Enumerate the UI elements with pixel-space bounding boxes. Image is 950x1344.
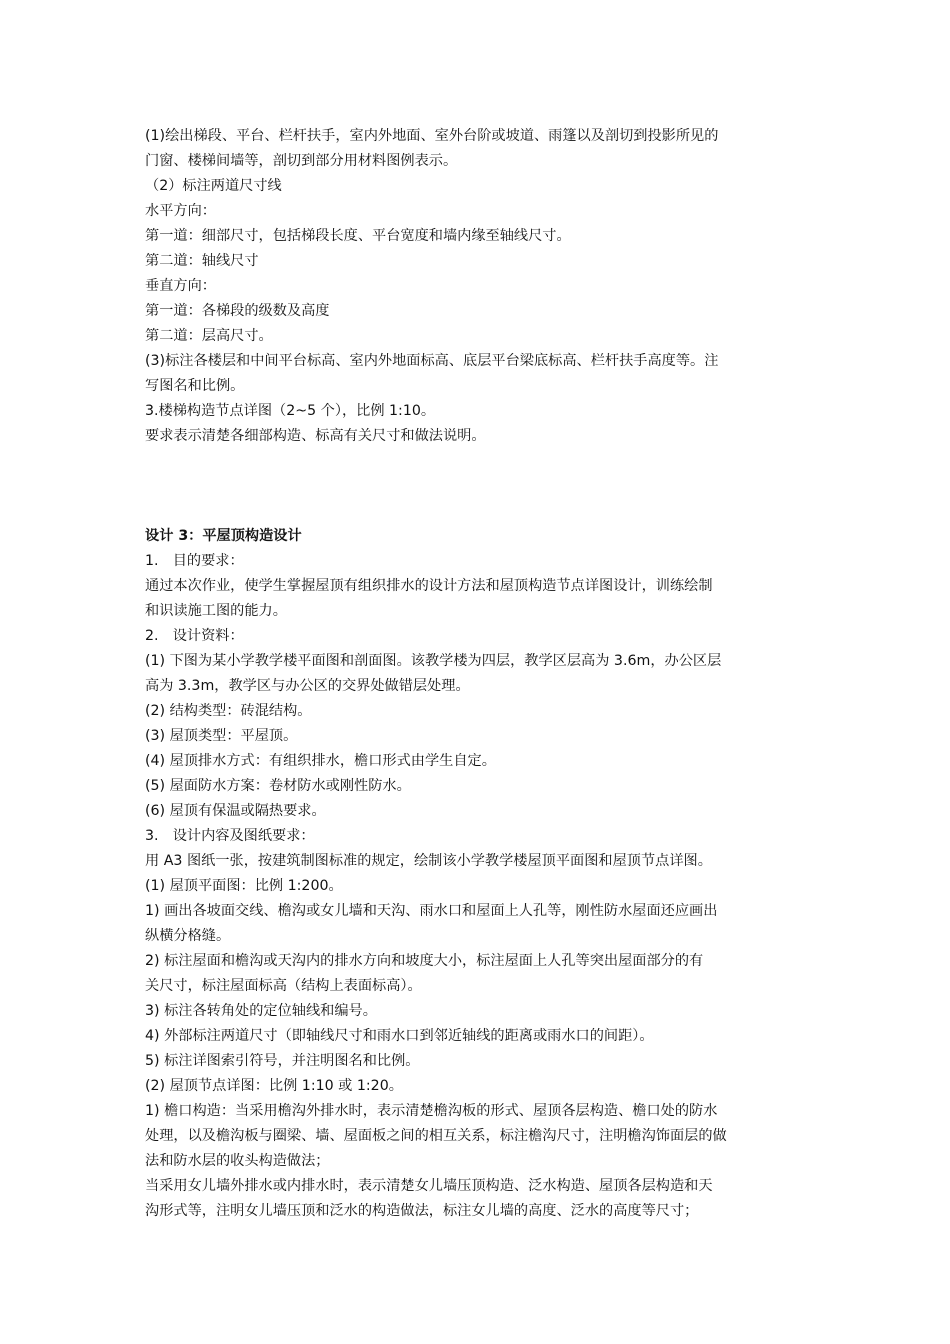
section-title: 设计 3：平屋顶构造设计 [145,528,302,544]
document-page [145,124,813,1224]
text-line: 1. 目的要求： [145,553,244,569]
text-line: (1)绘出梯段、平台、栏杆扶手，室内外地面、室外台阶或坡道、雨篷以及剖切到投影所见的 [145,128,719,144]
stair-section-text [145,124,813,449]
text-line: (3)标注各楼层和中间平台标高、室内外地面标高、底层平台梁底标高、栏杆扶手高度等。注 [145,353,719,369]
text-line: 水平方向： [145,203,216,219]
design3-section [145,524,813,1224]
text-line: 要求表示清楚各细部构造、标高有关尺寸和做法说明。 [145,428,486,444]
text-line: 法和防水层的收头构造做法； [145,1153,330,1169]
text-line: 3) 标注各转角处的定位轴线和编号。 [145,1003,377,1019]
text-line: 4) 外部标注两道尺寸（即轴线尺寸和雨水口到邻近轴线的距离或雨水口的间距）。 [145,1028,654,1044]
text-line: (3) 屋顶类型：平屋顶。 [145,728,298,744]
text-line: 沟形式等，注明女儿墙压顶和泛水的构造做法，标注女儿墙的高度、泛水的高度等尺寸； [145,1203,699,1219]
text-line: (6) 屋顶有保温或隔热要求。 [145,803,326,819]
text-line: 关尺寸，标注屋面标高（结构上表面标高）。 [145,978,422,994]
text-line: 纵横分格缝。 [145,928,231,944]
text-line: 2) 标注屋面和檐沟或天沟内的排水方向和坡度大小，标注屋面上人孔等突出屋面部分的有 [145,953,704,969]
text-line: 门窗、楼梯间墙等，剖切到部分用材料图例表示。 [145,153,458,169]
section-gap [145,449,813,524]
text-line: (2) 结构类型：砖混结构。 [145,703,312,719]
text-line: (4) 屋顶排水方式：有组织排水，檐口形式由学生自定。 [145,753,496,769]
text-line: 高为 3.3m，教学区与办公区的交界处做错层处理。 [145,678,470,694]
text-line: 当采用女儿墙外排水或内排水时，表示清楚女儿墙压顶构造、泛水构造、屋顶各层构造和天 [145,1178,713,1194]
text-line: 和识读施工图的能力。 [145,603,287,619]
text-line: (1) 下图为某小学教学楼平面图和剖面图。该教学楼为四层，教学区层高为 3.6m，办公区层 [145,653,722,669]
text-line: 第一道：细部尺寸，包括梯段长度、平台宽度和墙内缘至轴线尺寸。 [145,228,571,244]
text-line: 用 A3 图纸一张，按建筑制图标准的规定，绘制该小学教学楼屋顶平面图和屋顶节点详图。 [145,853,712,869]
text-line: （2）标注两道尺寸线 [145,178,282,194]
text-line: 写图名和比例。 [145,378,245,394]
text-line: 1) 画出各坡面交线、檐沟或女儿墙和天沟、雨水口和屋面上人孔等，刚性防水屋面还应画出 [145,903,718,919]
text-line: 3.楼梯构造节点详图（2~5 个），比例 1:10。 [145,403,436,419]
text-line: 第二道：层高尺寸。 [145,328,273,344]
text-line: 5) 标注详图索引符号，并注明图名和比例。 [145,1053,420,1069]
text-line: 1) 檐口构造：当采用檐沟外排水时，表示清楚檐沟板的形式、屋顶各层构造、檐口处的防水 [145,1103,718,1119]
text-line: 垂直方向： [145,278,216,294]
text-line: (5) 屋面防水方案：卷材防水或刚性防水。 [145,778,411,794]
text-line: 2. 设计资料： [145,628,244,644]
text-line: 第二道：轴线尺寸 [145,253,259,269]
text-line: (1) 屋顶平面图：比例 1:200。 [145,878,343,894]
text-line: (2) 屋顶节点详图：比例 1:10 或 1:20。 [145,1078,403,1094]
text-line: 通过本次作业，使学生掌握屋顶有组织排水的设计方法和屋顶构造节点详图设计，训练绘制 [145,578,713,594]
text-line: 处理，以及檐沟板与圈梁、墙、屋面板之间的相互关系，标注檐沟尺寸，注明檐沟饰面层的做 [145,1128,727,1144]
text-line: 3. 设计内容及图纸要求： [145,828,315,844]
text-line: 第一道：各梯段的级数及高度 [145,303,330,319]
